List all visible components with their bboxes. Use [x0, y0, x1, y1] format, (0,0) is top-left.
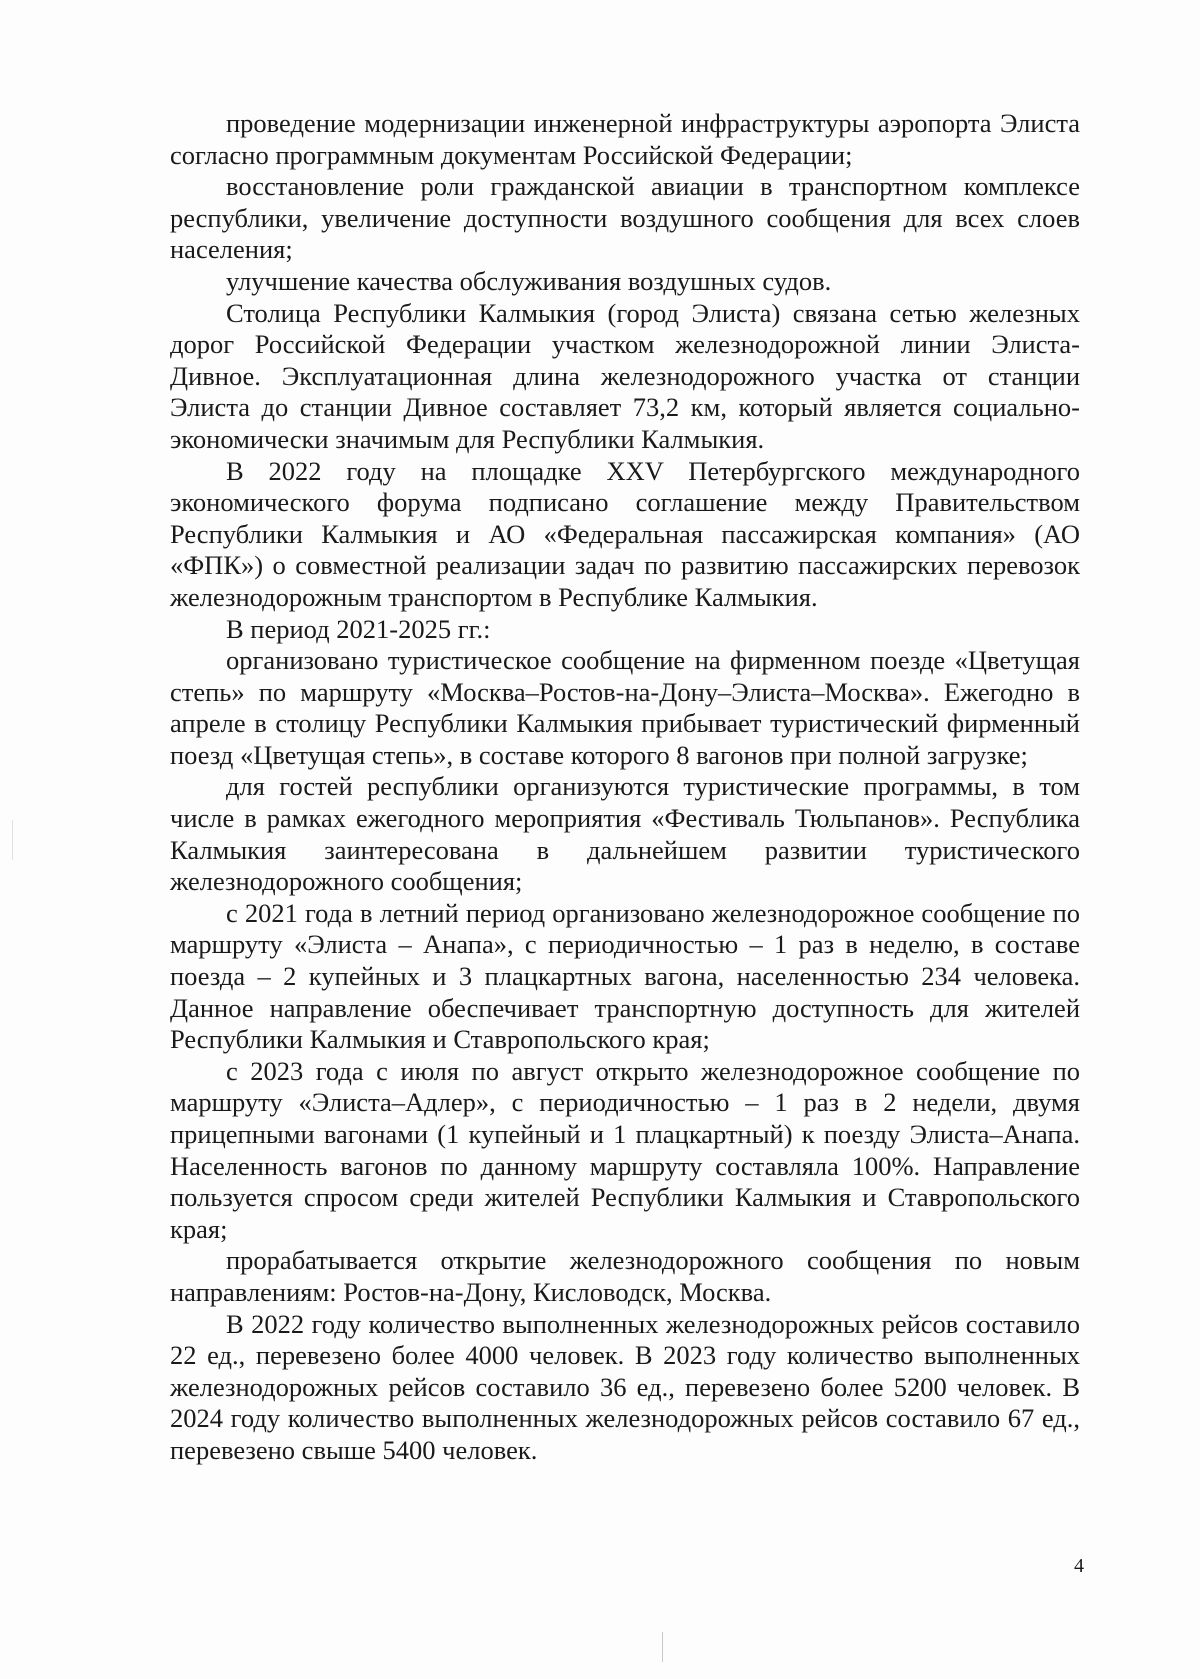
document-body — [170, 108, 1080, 1467]
paragraph-tourist-programs: для гостей республики организуются туристические программы, в том числе в рамках ежегодного мероприятия «Фестиваль Тюльпанов». Республика Калмыкия заинтересована в дальнейшем развитии туристического железнодорожного сообщения; — [170, 771, 1080, 897]
paragraph-civil-aviation: восстановление роли гражданской авиации в транспортном комплексе республики, увеличение доступности воздушного сообщения для всех слоев населения; — [170, 171, 1080, 265]
page-number: 4 — [1074, 1555, 1084, 1577]
paragraph-railway-network: Столица Республики Калмыкия (город Элиста) связана сетью железных дорог Российской Федерации участком железнодорожной линии Элиста-Дивное. Эксплуатационная длина железнодорожного участка от станции Элиста до станции Дивное составляет 73,2 км, который является социально-экономически значимым для Республики Калмыкия. — [170, 297, 1080, 454]
paragraph-airport-modernization: проведение модернизации инженерной инфраструктуры аэропорта Элиста согласно программным документам Российской Федерации; — [170, 108, 1080, 170]
paragraph-elista-adler: с 2023 года с июля по август открыто железнодорожное сообщение по маршруту «Элиста–Адлер», с периодичностью – 1 раз в 2 недели, двумя прицепными вагонами (1 купейный и 1 плацкартный) к поезду Элиста–Анапа. Населенность вагонов по данному маршруту составляла 100%. Направление пользуется спросом среди жителей Республики Калмыкия и Ставропольского края; — [170, 1055, 1080, 1244]
paragraph-spief-agreement: В 2022 году на площадке XXV Петербургского международного экономического форума подписано соглашение между Правительством Республики Калмыкия и АО «Федеральная пассажирская компания» (АО «ФПК») о совместной реализации задач по развитию пассажирских перевозок железнодорожным транспортом в Республике Калмыкия. — [170, 455, 1080, 612]
paragraph-tourist-train: организовано туристическое сообщение на фирменном поезде «Цветущая степь» по маршруту «Москва–Ростов-на-Дону–Элиста–Москва». Ежегодно в апреле в столицу Республики Калмыкия прибывает туристический фирменный поезд «Цветущая степь», в составе которого 8 вагонов при полной загрузке; — [170, 645, 1080, 770]
paragraph-trip-statistics: В 2022 году количество выполненных железнодорожных рейсов составило 22 ед., перевезено более 4000 человек. В 2023 году количество выполненных железнодорожных рейсов составило 36 ед., перевезено более 5200 человек. В 2024 году количество выполненных железнодорожных рейсов составило 67 ед., перевезено свыше 5400 человек. — [170, 1308, 1080, 1465]
scan-artifact-line — [12, 820, 13, 860]
paragraph-elista-anapa: с 2021 года в летний период организовано железнодорожное сообщение по маршруту «Элиста – Анапа», с периодичностью – 1 раз в неделю, в составе поезда – 2 купейных и 3 плацкартных вагона, населенностью 234 человека. Данное направление обеспечивает транспортную доступность для жителей Республики Калмыкия и Ставропольского края; — [170, 897, 1080, 1055]
paragraph-period: В период 2021-2025 гг.: — [226, 613, 491, 644]
paragraph-new-directions: прорабатывается открытие железнодорожного сообщения по новым направлениям: Ростов-на-Дону, Кисловодск, Москва. — [170, 1245, 1080, 1307]
scan-artifact-line — [662, 1632, 663, 1662]
paragraph-aircraft-service: улучшение качества обслуживания воздушных судов. — [226, 265, 832, 296]
